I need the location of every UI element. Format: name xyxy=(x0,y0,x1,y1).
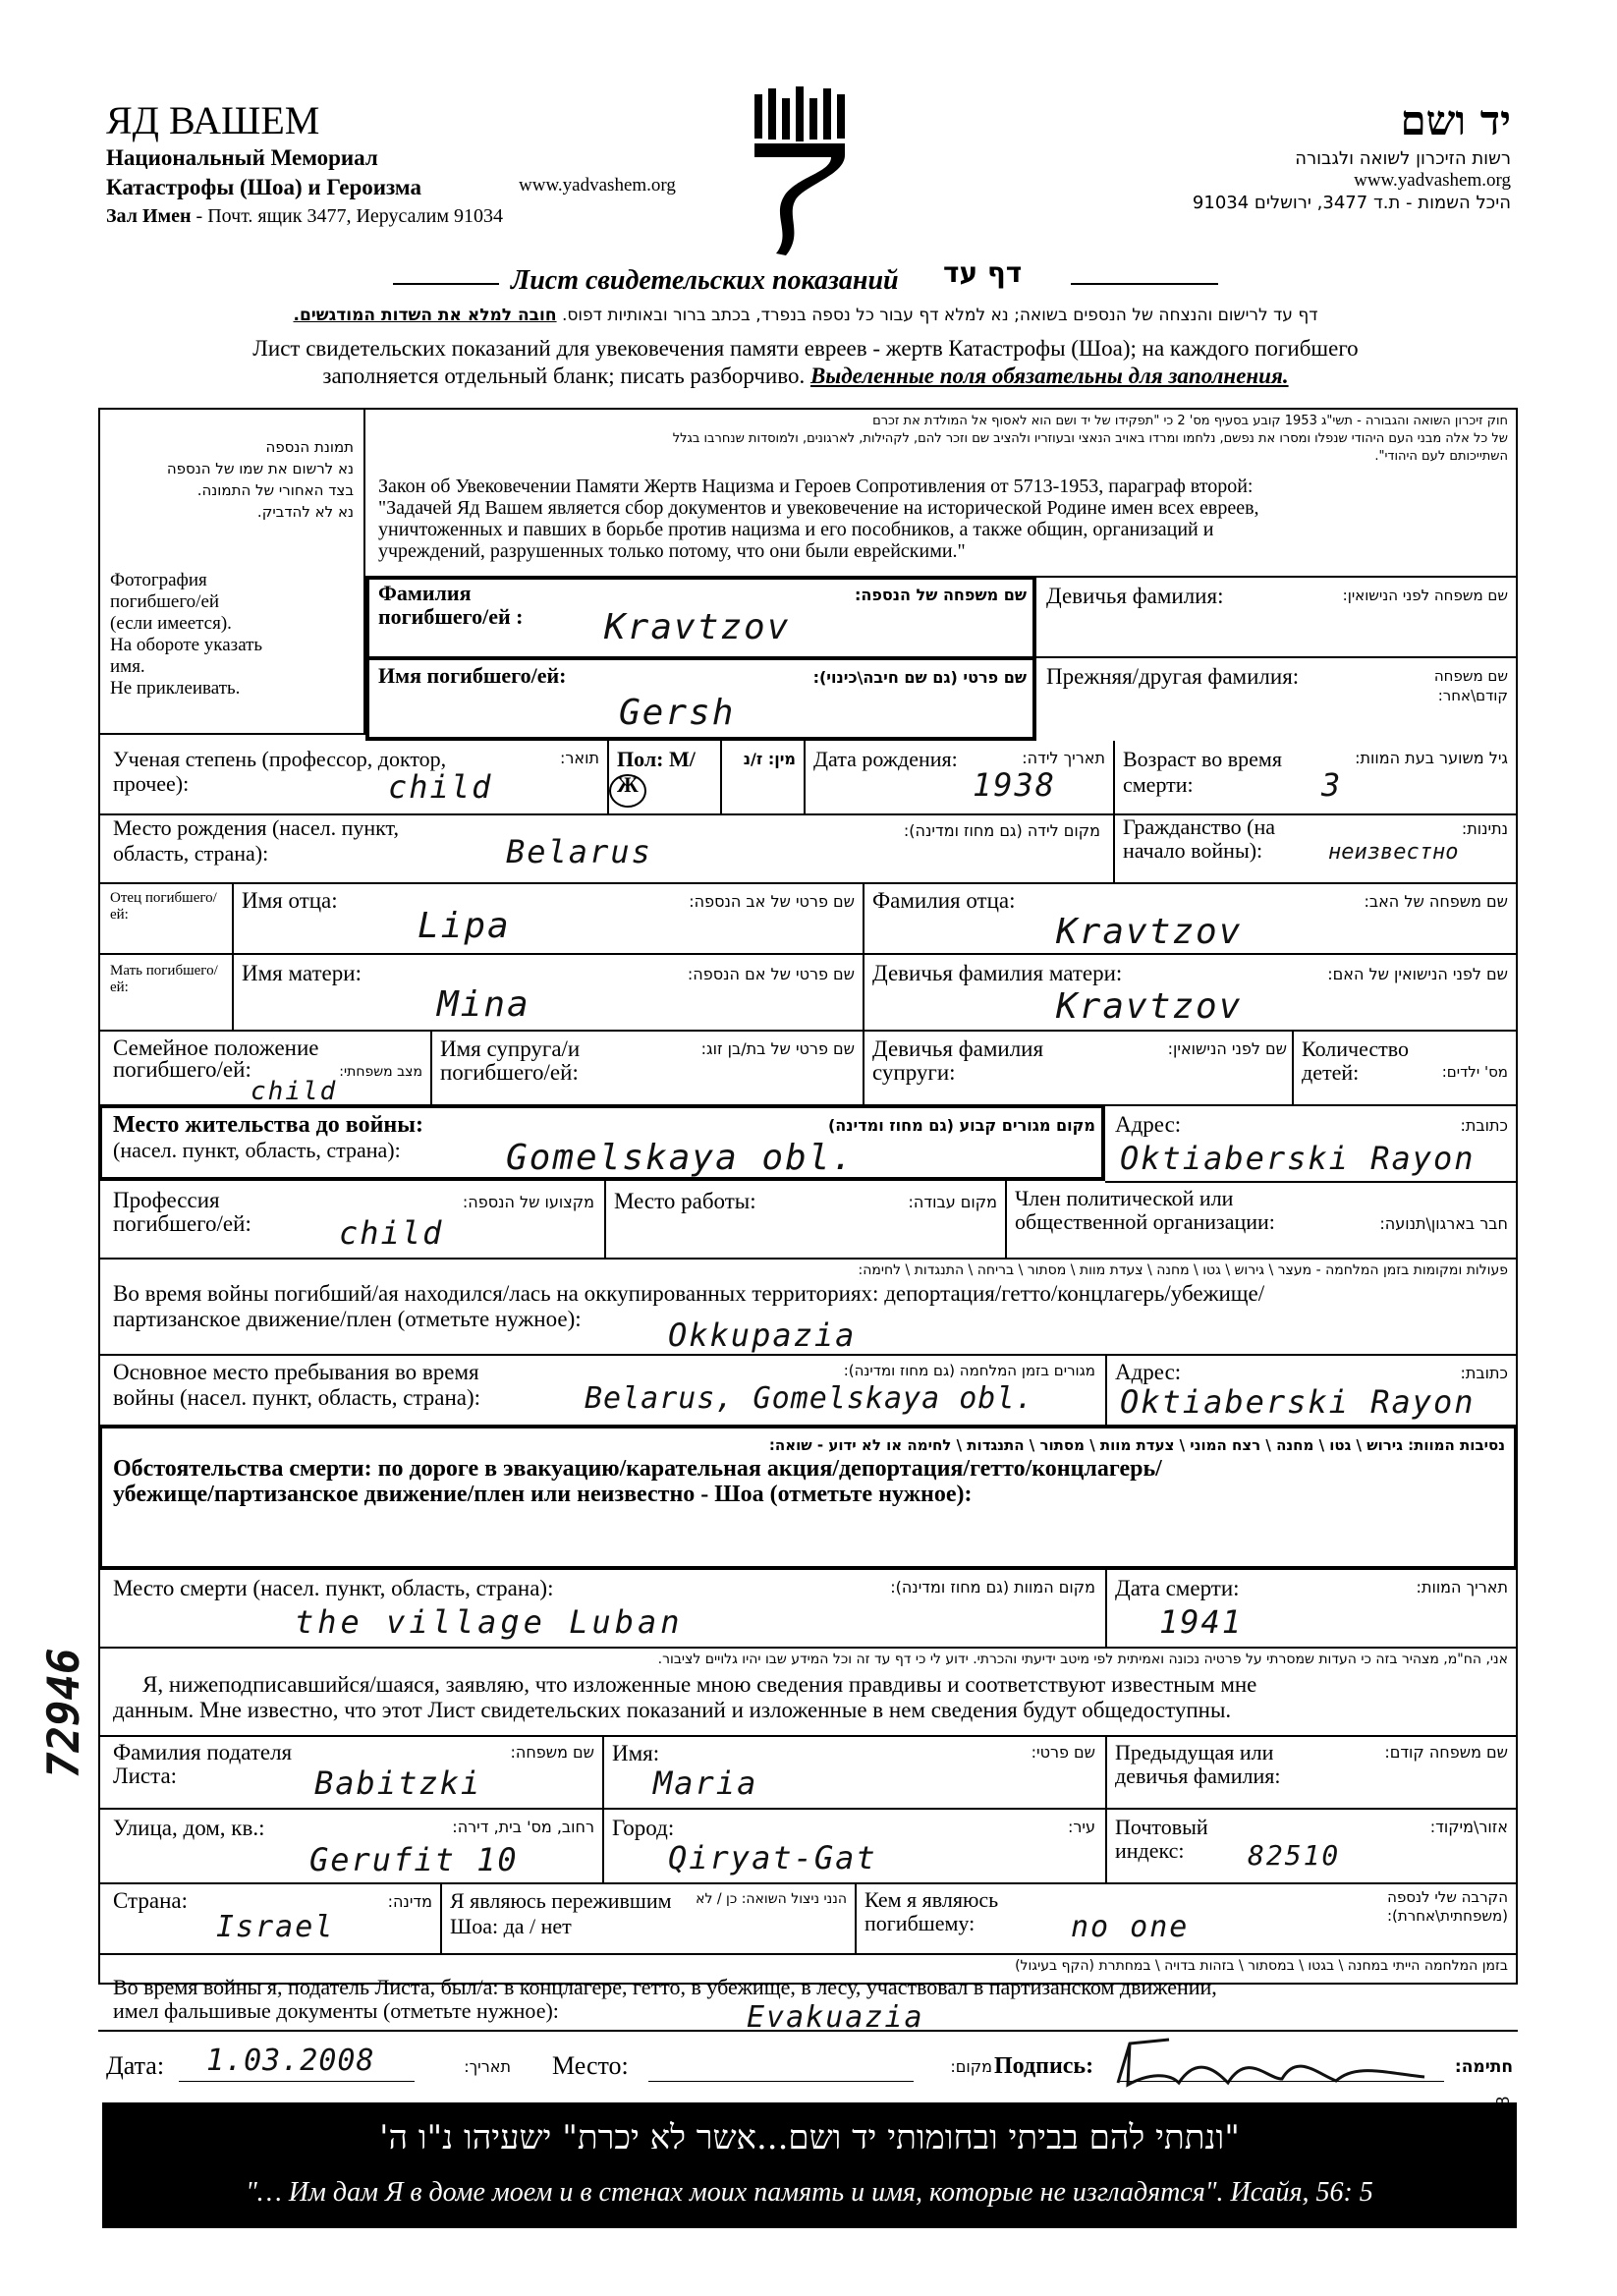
war-ru-1: Во время войны я, податель Листа, был/а: в концлагере, гетто, в убежище, в лесу, участвовал в партизанском движении, xyxy=(113,1975,1217,1999)
birthplace-label: Место рождения (насел. пункт, область, страна): xyxy=(113,815,399,866)
title-rule-right xyxy=(1071,283,1218,285)
other-surname-label: Прежняя/другая фамилия: xyxy=(1046,664,1300,689)
row-street-bottom xyxy=(98,1882,1518,1884)
form-bottom-line xyxy=(98,2030,1518,2032)
row-mother-bottom xyxy=(98,1030,1518,1032)
v-subname-1 xyxy=(602,1735,604,1808)
residence-label: Место жительства до войны: xyxy=(113,1112,423,1138)
death-date-label-he: תאריך המוות: xyxy=(1416,1578,1508,1596)
v-family-1 xyxy=(430,1030,432,1104)
survivor-label-he: הנני ניצול השואה: כן / לא xyxy=(696,1891,847,1907)
submitter-surname-value: Babitzki xyxy=(314,1764,482,1802)
row-father-bottom xyxy=(98,953,1518,955)
father-name-value: Lipa xyxy=(418,906,511,946)
death-place-label: Место смерти (насел. пункт, область, страна): xyxy=(113,1576,554,1600)
surname-value: Kravtzov xyxy=(604,607,791,647)
submitter-surname-label: Фамилия подателя Листа: xyxy=(113,1740,293,1788)
death-place-value: the village Luban xyxy=(295,1603,684,1641)
v-street-2 xyxy=(1105,1808,1107,1882)
country-label-he: מדינה: xyxy=(387,1892,432,1911)
mother-maiden-label-he: שם לפני הנישואין של האם: xyxy=(1327,965,1508,983)
city-value: Qiryat-Gat xyxy=(668,1839,877,1876)
citizenship-label: Гражданство (на начало войны): xyxy=(1123,814,1276,863)
residence-label-he: מקום מגורים קבוע (גם מחוז ומדינה) xyxy=(827,1116,1095,1135)
v-family-3 xyxy=(1292,1030,1294,1104)
title-label: Ученая степень (профессор, доктор, прочее): xyxy=(113,747,447,796)
ru-hall-of-names: Зал Имен xyxy=(106,205,192,227)
declaration-ru-1: Я, нижеподписавшийся/шаяся, заявляю, что изложенные мною сведения правдивы и соответствуют известным мне xyxy=(142,1672,1257,1697)
intro-ru-line1: Лист свидетельских показаний для увековечения памяти евреев - жертв Катастрофы (Шоа); на каждого погибшего xyxy=(252,336,1359,361)
city-label-he: עיר: xyxy=(1067,1818,1095,1836)
age-value: 3 xyxy=(1321,766,1343,804)
submitter-name-value: Maria xyxy=(653,1764,758,1802)
quote-banner xyxy=(102,2102,1517,2228)
he-org-line1: רשות הזיכרון לשואה ולגבורה xyxy=(1295,148,1511,169)
v-sex-mid xyxy=(720,741,722,813)
firstname-value: Gersh xyxy=(619,693,736,733)
residence-sub-label: (насел. пункт, область, страна): xyxy=(113,1138,401,1162)
wartime-value: Okkupazia xyxy=(668,1316,857,1354)
title-rule-left xyxy=(393,283,499,285)
v-family-2 xyxy=(863,1030,864,1104)
row-subname-bottom xyxy=(98,1808,1518,1810)
signature-mark xyxy=(1110,2034,1434,2093)
war-he: בזמן המלחמה הייתי במחנה \ בגטו \ במסתור \ בזהות בדויה \ במחתרת (הקף בעיגול) xyxy=(1015,1958,1508,1974)
sex-label: Пол: М/Ж xyxy=(617,747,696,797)
v-country-2 xyxy=(855,1882,857,1953)
row-declaration-bottom xyxy=(98,1735,1518,1737)
spouse-maiden-label-he: שם לפני הנישואין: xyxy=(1167,1039,1287,1058)
v-country-1 xyxy=(440,1882,442,1953)
submitter-prev-label-he: שם משפחה קודם: xyxy=(1384,1743,1508,1762)
row-residence-bottom xyxy=(1105,1181,1518,1183)
marital-label: Семейное положение погибшего/ей: xyxy=(113,1036,319,1082)
marital-value: child xyxy=(251,1077,338,1106)
dob-label: Дата рождения: xyxy=(813,747,958,771)
firstname-label: Имя погибшего/ей: xyxy=(378,663,567,688)
birthplace-value: Belarus xyxy=(506,833,652,870)
wartime-ru-line2: партизанское движение/плен (отметьте нужное): xyxy=(113,1307,582,1331)
age-label-he: גיל משוער בעת המוות: xyxy=(1355,749,1508,767)
submitter-name-label-he: שם פרטי: xyxy=(1031,1743,1095,1762)
title-value: child xyxy=(388,768,493,806)
v-sex-dob xyxy=(804,741,806,813)
main-place-label-he: מגורים בזמן המלחמה (גם מחוז ומדינה): xyxy=(843,1362,1095,1379)
member-label: Член политической или общественной организации: xyxy=(1015,1186,1275,1234)
wartime-ru-line1: Во время войны погибший/ая находился/лась на оккупированных территориях: депортация/гетто/концлагерь/убежище/ xyxy=(113,1281,1265,1306)
footer-sign-label: Подпись: xyxy=(994,2053,1094,2079)
ru-address: - Почт. ящик 3477, Иерусалим 91034 xyxy=(195,205,504,227)
v-title-sex xyxy=(607,741,609,813)
footer-sign-label-he: חתימה: xyxy=(1454,2057,1513,2077)
residence-value: Gomelskaya obl. xyxy=(506,1138,856,1178)
mainplace-address-value: Oktiaberski Rayon xyxy=(1120,1383,1476,1421)
mother-maiden-value: Kravtzov xyxy=(1056,986,1243,1027)
death-ru-line1: Обстоятельства смерти: по дороге в эвакуацию/карательная акция/депортация/гетто/концлагерь/ xyxy=(113,1456,1162,1482)
father-surname-value: Kravtzov xyxy=(1056,912,1243,952)
maiden-bottom xyxy=(1036,656,1518,658)
children-label-he: מס' ילדים: xyxy=(1441,1063,1508,1081)
ru-website: www.yadvashem.org xyxy=(519,175,676,196)
maiden-top xyxy=(1036,576,1518,578)
death-date-label: Дата смерти: xyxy=(1115,1576,1240,1600)
header-he-block xyxy=(1118,94,1511,216)
declaration-he: אני, הח"מ, מצהיר בזה כי העדות שמסרתי על פרטיה נכונה ואמיתית לפי מיטב ידיעתי והכרתי. ידוע לי כי דף עד זה וכל המידע שבו יהיו גלויים לציבור. xyxy=(657,1652,1508,1667)
profession-value: child xyxy=(339,1214,444,1252)
street-value: Gerufit 10 xyxy=(309,1841,519,1878)
footer-sign-underline xyxy=(1120,2081,1444,2082)
residence-address-value: Oktiaberski Rayon xyxy=(1120,1140,1476,1177)
maiden-label: Девичья фамилия: xyxy=(1046,584,1224,608)
footer-place-label-he: מקום: xyxy=(950,2057,992,2076)
v-father-mid xyxy=(863,882,864,953)
mother-name-value: Mina xyxy=(437,984,530,1025)
row-wartime-bottom xyxy=(98,1354,1518,1356)
submitter-surname-label-he: שם משפחה: xyxy=(510,1743,594,1762)
footer-date-value: 1.03.2008 xyxy=(206,2044,375,2078)
sex-circle-male xyxy=(609,774,646,808)
footer-place-underline xyxy=(648,2081,914,2082)
sex-label-he: מין: ז/נ xyxy=(743,750,796,768)
declaration-ru-2: данным. Мне известно, что этот Лист свидетельских показаний и изложенные в нем сведения будут общедоступны. xyxy=(113,1698,1232,1722)
father-name-label: Имя отца: xyxy=(242,888,338,913)
law-he: חוק זיכרון השואה והגבורה - תשי"ג 1953 קובע בסעיף מס' 2 כי "תפקידו של יד ושם הוא לאסוף אל המולדת את זכרם של כל אלה מבני העם היהודי שנפלו ומסרו את נפשם, נלחמו ומרדו באויב הנאצי ובעוזריו ולהציב שם וזכר להם, לקהילות, לארגונים, ולמוסדות שנחרבו בגלל השתייכותם לעם היהודי". xyxy=(672,414,1508,464)
death-place-label-he: מקום המוות (גם מחוז ומדינה): xyxy=(890,1578,1095,1596)
death-ru-line2: убежище/партизанское движение/плен или неизвестно - Шоа (отметьте нужное): xyxy=(113,1482,973,1507)
form-title-ru: Лист свидетельских показаний xyxy=(511,265,899,296)
citizenship-value: неизвестно xyxy=(1328,840,1459,865)
stamp-number: 72946 xyxy=(39,1648,89,1778)
mother-maiden-label: Девичья фамилия матери: xyxy=(872,961,1123,985)
footer-date-label-he: תאריך: xyxy=(464,2057,511,2076)
residence-address-label: Адрес: xyxy=(1115,1112,1182,1137)
maiden-label-he: שם משפחה לפני הנישואין: xyxy=(1342,587,1508,604)
row-deathplace-bottom xyxy=(98,1647,1518,1649)
mainplace-address-label-he: כתובת: xyxy=(1460,1364,1508,1382)
spouse-maiden-label: Девичья фамилия супруги: xyxy=(872,1036,1044,1085)
he-website: www.yadvashem.org xyxy=(1354,170,1511,191)
mother-name-label: Имя матери: xyxy=(242,961,362,985)
mainplace-address-label: Адрес: xyxy=(1115,1360,1182,1384)
father-surname-label-he: שם משפחה של האב: xyxy=(1364,892,1508,911)
surname-label-he: שם משפחה של הנספה: xyxy=(854,586,1027,604)
marital-label-he: מצב משפחתי: xyxy=(339,1064,422,1080)
v-prof-2 xyxy=(1005,1181,1007,1258)
v-deathplace xyxy=(1105,1570,1107,1647)
children-label: Количество детей: xyxy=(1302,1036,1410,1085)
v-dob-age xyxy=(1113,741,1115,813)
submitter-prev-label: Предыдущая или девичья фамилия: xyxy=(1115,1740,1281,1788)
street-label-he: רחוב, מס' בית, דירה: xyxy=(452,1818,594,1836)
law-ru: Закон об Увековечении Памяти Жертв Нацизма и Героев Сопротивления от 5713-1953, параграф второй: "Задачей Яд Вашем является сбор документов и увековечение на исторической Родине имен всех евреев, уничтоженных и павших в борьбе против нацизма и его пособников, а также общин, организаций и учреждений, разрушенных только потому, что они были еврейскими." xyxy=(378,476,1259,562)
death-date-value: 1941 xyxy=(1159,1603,1244,1641)
v-subname-2 xyxy=(1105,1735,1107,1808)
main-place-value: Belarus, Gomelskaya obl. xyxy=(585,1381,1034,1416)
relation-value: no one xyxy=(1071,1910,1190,1944)
spouse-label-he: שם פרטי של בת/בן זוג: xyxy=(700,1039,855,1058)
v-birth-citizen xyxy=(1113,813,1115,882)
street-label: Улица, дом, кв.: xyxy=(113,1816,265,1840)
submitter-name-label: Имя: xyxy=(612,1741,660,1765)
form-title-he: דף עד xyxy=(943,256,1023,289)
survivor-label: Я являюсь пережившим Шоа: да / нет xyxy=(450,1888,672,1938)
header-ru-block xyxy=(106,98,676,230)
he-address: היכל השמות - ת.ד 3477, ירושלים 91034 xyxy=(1192,193,1511,213)
relation-label: Кем я являюсь погибшему: xyxy=(864,1887,999,1935)
country-label: Страна: xyxy=(113,1888,188,1913)
row-country-bottom xyxy=(98,1953,1518,1955)
mother-side-label: Мать погибшего/ей: xyxy=(110,963,218,995)
zip-value: 82510 xyxy=(1248,1839,1341,1872)
profession-label-he: מקצועו של הנספה: xyxy=(462,1193,594,1211)
profession-label: Профессия погибшего/ей: xyxy=(113,1188,251,1236)
main-place-label-1: Основное место пребывания во время xyxy=(113,1360,479,1384)
birthplace-label-he: מקום לידה (גם מחוז ומדינה): xyxy=(903,821,1100,840)
row-profession-bottom xyxy=(98,1258,1518,1260)
banner-he: "ונתתי להם בביתי ובחומותי יד ושם...אשר לא יכרת" ישעיהו נ"ו ה' xyxy=(379,2118,1240,2157)
banner-ru: "… Им дам Я в доме моем и в стенах моих память и имя, которые не изгладятся". Исайя, 56: 5 xyxy=(246,2177,1373,2208)
yad-vashem-logo xyxy=(747,86,855,258)
firstname-label-he: שם פרטי (גם שם חיבה\כינוי): xyxy=(812,668,1027,687)
relation-label-he: הקרבה שלי לנספה (משפחתית\אחרת): xyxy=(1386,1888,1508,1925)
father-side-label: Отец погибшего/ей: xyxy=(110,890,217,923)
residence-address-label-he: כתובת: xyxy=(1460,1116,1508,1135)
war-value: Evakuazia xyxy=(747,2000,924,2035)
row-birth-bottom xyxy=(98,882,1518,884)
workplace-label: Место работы: xyxy=(614,1189,756,1213)
zip-label: Почтовый индекс: xyxy=(1115,1815,1208,1863)
zip-label-he: אזור\מיקוד: xyxy=(1429,1818,1508,1836)
death-he: נסיבות המוות: גירוש \ גטו \ מחנה \ רצח המוני \ צעדת מוות \ מסתור \ התנגדות \ לחימה או לא ידוע - שואה: xyxy=(768,1436,1505,1454)
ru-org-line2: Катастрофы (Шоа) и Героизма xyxy=(106,175,421,199)
v-mother-mid xyxy=(863,953,864,1030)
wartime-he: פעולות ומקומות בזמן המלחמה - מעצר \ גירוש \ גטו \ מחנה \ צעדת מוות \ מסתור \ בריחה \ התנגדות \ לחימה: xyxy=(858,1262,1508,1278)
father-surname-label: Фамилия отца: xyxy=(872,888,1016,913)
name-divider xyxy=(365,656,1036,660)
footer-date-underline xyxy=(179,2081,415,2082)
v-mainplace xyxy=(1105,1354,1107,1425)
v-mother-side xyxy=(232,953,234,1030)
dob-label-he: תאריך לידה: xyxy=(1022,749,1105,767)
footer-date-label: Дата: xyxy=(106,2051,165,2080)
intro-he: דף עד לרישום והנצחה של הנספים בשואה; נא למלא דף עבור כל נספה בנפרד, בכתב ברור ובאותיות דפוס. חובה למלא את השדות המודגשים. xyxy=(293,306,1318,325)
v-father-side xyxy=(232,882,234,953)
ru-org-line1: Национальный Мемориал xyxy=(106,145,378,170)
intro-ru-line2: заполняется отдельный бланк; писать разборчиво. Выделенные поля обязательны для заполнения. xyxy=(322,364,1289,388)
country-value: Israel xyxy=(216,1910,335,1944)
main-place-label-2: войны (насел. пункт, область, страна): xyxy=(113,1385,481,1410)
other-surname-label-he: שם משפחה קודם\אחר: xyxy=(1433,667,1508,704)
footer-place-label: Место: xyxy=(552,2051,629,2080)
age-label: Возраст во время смерти: xyxy=(1123,747,1282,797)
year-range-label: 2007-2008 xyxy=(1493,2096,1513,2181)
photo-he: תמונת הנספה נא לרשום את שמו של הנספה בצד האחורי של התמונה. נא לא להדביק. xyxy=(166,438,354,521)
father-name-label-he: שם פרטי של אב הנספה: xyxy=(689,892,855,911)
city-label: Город: xyxy=(612,1816,675,1840)
workplace-label-he: מקום עבודה: xyxy=(908,1193,997,1211)
he-org-title: יד ושם xyxy=(1400,96,1511,144)
photo-ru: Фотография погибшего/ей (если имеется). На обороте указать имя. Не приклеивать. xyxy=(110,570,263,699)
ru-org-title: ЯД ВАШЕМ xyxy=(106,98,320,142)
citizenship-label-he: נתינות: xyxy=(1461,819,1508,838)
v-street-1 xyxy=(602,1808,604,1882)
spouse-label: Имя супруга/и погибшего/ей: xyxy=(440,1036,581,1085)
title-label-he: תואר: xyxy=(560,749,599,767)
dob-value: 1938 xyxy=(973,766,1057,804)
member-label-he: חבר בארגון\תנועה: xyxy=(1379,1214,1508,1233)
surname-label: Фамилия погибшего/ей : xyxy=(378,581,524,629)
v-prof-1 xyxy=(604,1181,606,1258)
mother-name-label-he: שם פרטי של אם הנספה: xyxy=(687,965,855,983)
war-ru-2: имел фальшивые документы (отметьте нужное): xyxy=(113,1998,559,2023)
